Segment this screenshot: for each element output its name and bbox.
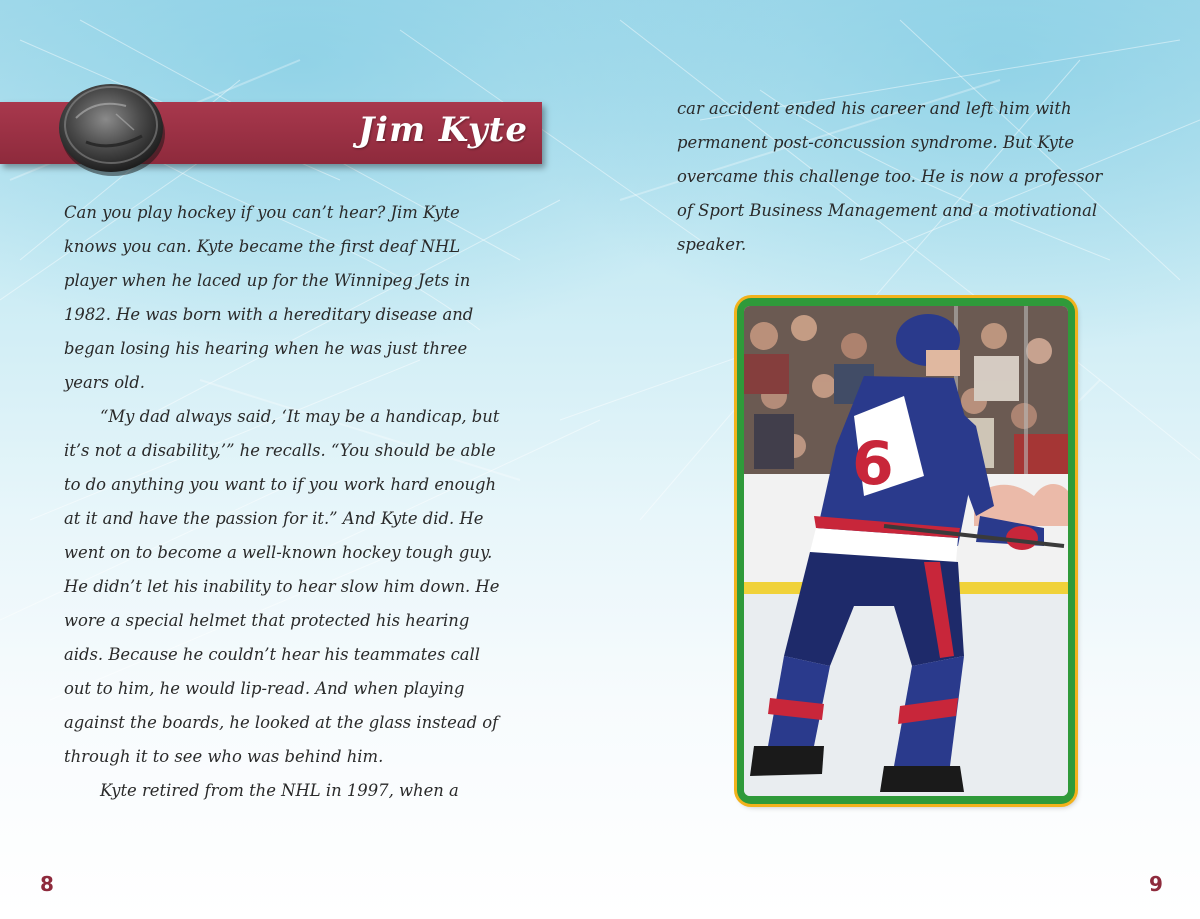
jersey-number: 6 [852, 429, 894, 499]
text-line: 1982. He was born with a hereditary disease and [64, 305, 474, 324]
text-line: at it and have the passion for it.” And Kyte did. He [64, 509, 484, 528]
text-line: wore a special helmet that protected his hearing [64, 611, 470, 630]
hockey-player-photo [744, 306, 1068, 796]
body-text-left [64, 196, 534, 808]
right-page [600, 0, 1200, 919]
text-line: through it to see who was behind him. [64, 747, 384, 766]
text-line: car accident ended his career and left him with [677, 99, 1072, 118]
text-line: out to him, he would lip-read. And when playing [64, 679, 465, 698]
text-line: knows you can. Kyte became the first deaf NHL [64, 237, 461, 256]
text-line: aids. Because he couldn’t hear his teammates call [64, 645, 481, 664]
text-line: began losing his hearing when he was just three [64, 339, 468, 358]
text-line: player when he laced up for the Winnipeg Jets in [64, 271, 471, 290]
page-title: Jim Kyte [358, 110, 528, 150]
text-line: speaker. [677, 235, 747, 254]
body-text-right [677, 92, 1147, 262]
page-number-right: 9 [1149, 872, 1163, 896]
photo-frame [737, 298, 1075, 804]
text-line: overcame this challenge too. He is now a professor [677, 167, 1103, 186]
text-line: years old. [64, 373, 146, 392]
text-line: to do anything you want to if you work hard enough [64, 475, 497, 494]
text-line: Kyte retired from the NHL in 1997, when a [100, 781, 459, 800]
hockey-puck-icon [56, 78, 168, 178]
text-line: He didn’t let his inability to hear slow him down. He [64, 577, 500, 596]
text-line: “My dad always said, ‘It may be a handicap, but [100, 407, 500, 426]
text-line: went on to become a well-known hockey tough guy. [64, 543, 493, 562]
page-number-left: 8 [40, 872, 54, 896]
text-line: Can you play hockey if you can’t hear? Jim Kyte [64, 203, 460, 222]
text-line: it’s not a disability,’” he recalls. “You should be able [64, 441, 496, 460]
text-line: against the boards, he looked at the glass instead of [64, 713, 499, 732]
text-line: permanent post-concussion syndrome. But Kyte [677, 133, 1075, 152]
hockey-player-illustration [744, 306, 1068, 796]
text-line: of Sport Business Management and a motivational [677, 201, 1098, 220]
